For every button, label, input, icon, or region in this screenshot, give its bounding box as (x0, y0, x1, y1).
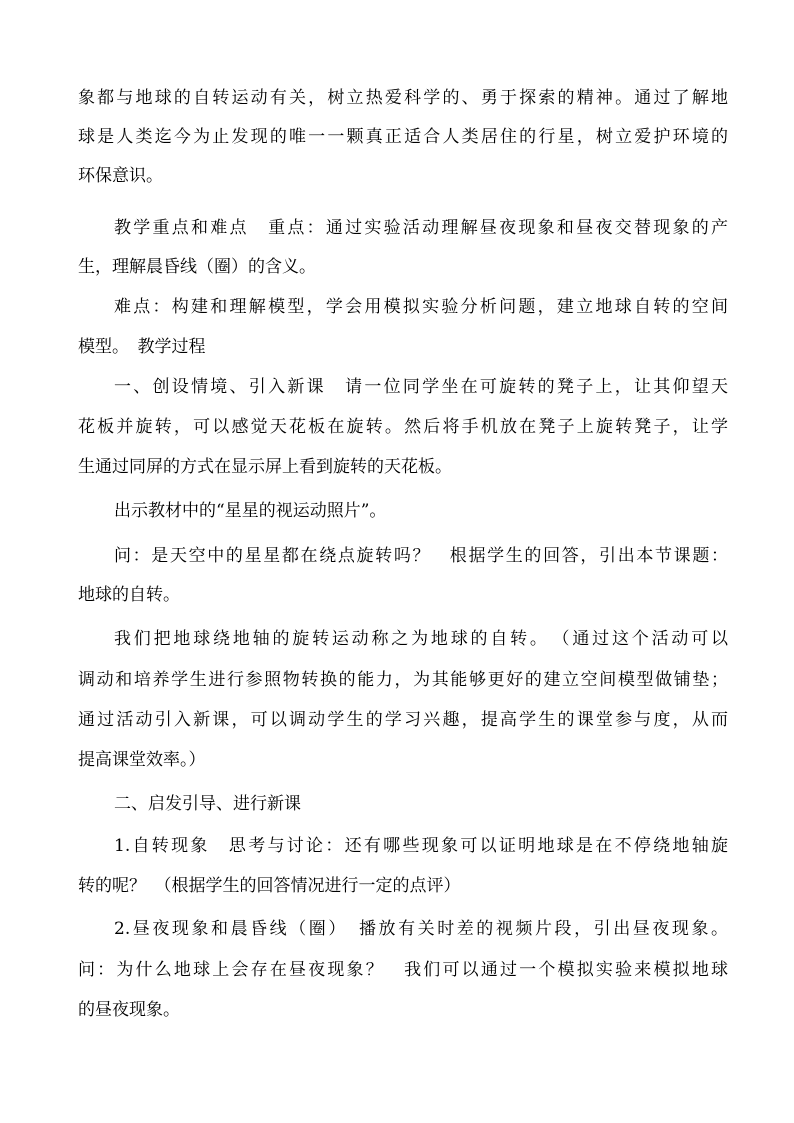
text-line: 我们把地球绕地轴的旋转运动称之为地球的自转。 （通过这个活动可以 (114, 629, 728, 649)
text-line: 地球的自转。 (78, 585, 180, 605)
text-line: 问：是天空中的星星都在绕点旋转吗？ 根据学生的回答，引出本节课题： (114, 546, 728, 566)
text-line: 调动和培养学生进行参照物转换的能力，为其能够更好的建立空间模型做铺垫； (78, 670, 728, 690)
text-line: 提高课堂效率。） (78, 750, 206, 770)
text-line: 花板并旋转，可以感觉天花板在旋转。然后将手机放在凳子上旋转凳子，让学 (78, 417, 728, 437)
text-line: 的昼夜现象。 (78, 1000, 180, 1020)
subsection-line: 1.自转现象 思考与讨论：还有哪些现象可以证明地球是在不停绕地轴旋 (114, 836, 728, 856)
text-line: 转的呢？ （根据学生的回答情况进行一定的点评） (78, 876, 461, 896)
text-line: 球是人类迄今为止发现的唯一一颗真正适合人类居住的行星，树立爱护环境的 (78, 127, 728, 147)
text-line: 模型。 教学过程 (78, 337, 206, 357)
text-line: 问：为什么地球上会存在昼夜现象？ 我们可以通过一个模拟实验来模拟地球 (78, 960, 728, 980)
subsection-line: 2.昼夜现象和晨昏线（圈） 播放有关时差的视频片段，引出昼夜现象。 (114, 919, 728, 939)
section-heading-line: 二、启发引导、进行新课 (114, 794, 301, 814)
text-line: 生通过同屏的方式在显示屏上看到旋转的天花板。 (78, 457, 452, 477)
text-line: 通过活动引入新课，可以调动学生的学习兴趣，提高学生的课堂参与度，从而 (78, 710, 728, 730)
text-line: 难点：构建和理解模型，学会用模拟实验分析问题，建立地球自转的空间 (114, 297, 728, 317)
text-line: 出示教材中的“星星的视运动照片”。 (114, 501, 387, 521)
text-line: 环保意识。 (78, 166, 163, 186)
text-line: 生，理解晨昏线（圈）的含义。 (78, 257, 316, 277)
text-line: 象都与地球的自转运动有关，树立热爱科学的、勇于探索的精神。通过了解地 (78, 88, 728, 108)
paragraph-heading-line: 教学重点和难点 重点：通过实验活动理解昼夜现象和昼夜交替现象的产 (114, 218, 728, 238)
section-heading-line: 一、创设情境、引入新课 请一位同学坐在可旋转的凳子上，让其仰望天 (114, 377, 728, 397)
